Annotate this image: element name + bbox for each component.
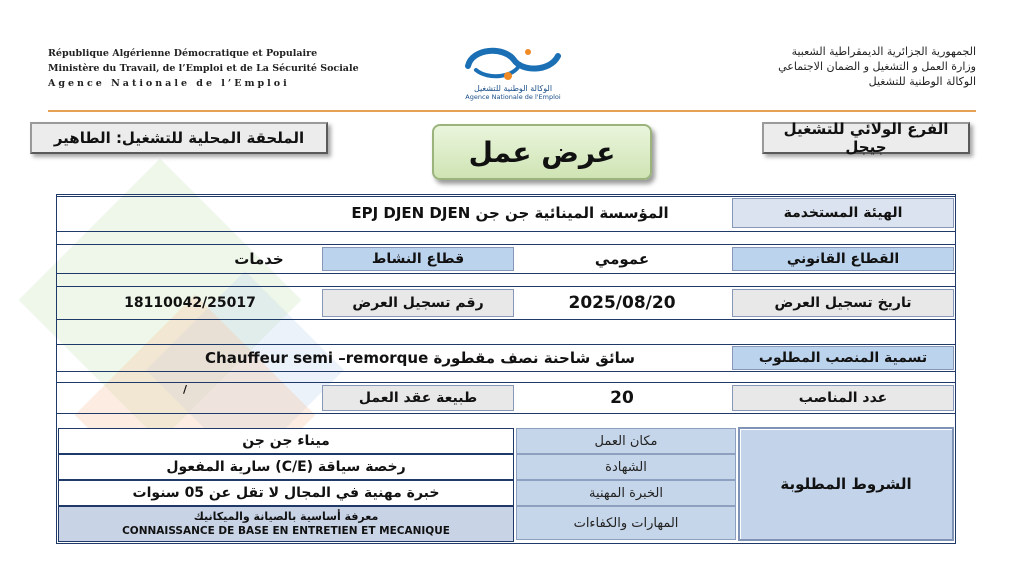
- activity-sector-value: خدمات: [234, 250, 284, 268]
- diploma-label: الشهادة: [516, 454, 736, 480]
- requirements-title: الشروط المطلوبة: [738, 427, 954, 541]
- header-fr-line1: République Algérienne Démocratique et Populaire: [48, 48, 318, 59]
- contract-type-label: طبيعة عقد العمل: [322, 385, 514, 411]
- header-ar-line3: الوكالة الوطنية للتشغيل: [868, 75, 976, 88]
- registration-number-label: رقم تسجيل العرض: [322, 289, 514, 317]
- legal-sector-label: القطاع القانوني: [732, 247, 954, 271]
- experience-value: خبرة مهنية في المجال لا تقل عن 05 سنوات: [58, 480, 514, 506]
- skills-value-arabic: معرفة أساسية بالصيانة والميكانيك: [193, 510, 379, 523]
- agency-logo: [448, 40, 578, 106]
- contract-type-value: /: [182, 382, 188, 396]
- header-fr-line2: Ministère du Travail, de l’Emploi et de La Sécurité Sociale: [48, 63, 359, 74]
- skills-label: المهارات والكفاءات: [516, 506, 736, 540]
- logo-text-arabic: الوكالة الوطنية للتشغيل: [473, 84, 553, 93]
- workplace-label: مكان العمل: [516, 428, 736, 454]
- position-value: سائق شاحنة نصف مقطورة Chauffeur semi –remorque: [205, 349, 635, 367]
- header-fr-line3: Agence Nationale de l’Emploi: [48, 78, 290, 89]
- header-ar-line2: وزارة العمل و التشغيل و الضمان الاجتماعي: [778, 60, 976, 73]
- positions-count-value: 20: [610, 388, 634, 408]
- logo-text-french: Agence Nationale de l'Emploi: [465, 93, 561, 101]
- page-title: عرض عمل: [432, 124, 652, 180]
- registration-date-value: 2025/08/20: [568, 293, 676, 313]
- skills-value: [58, 506, 514, 542]
- registration-number-value: 18110042/25017: [124, 295, 256, 311]
- local-agency-box: الملحقة المحلية للتشغيل: الطاهير: [30, 122, 328, 154]
- header-arabic: [596, 44, 976, 89]
- header-french: [48, 46, 428, 91]
- skills-value-french: CONNAISSANCE DE BASE EN ENTRETIEN ET MECANIQUE: [122, 525, 450, 537]
- anem-logo-icon: [458, 40, 568, 84]
- workplace-value: ميناء جن جن: [58, 428, 514, 454]
- activity-sector-label: قطاع النشاط: [322, 247, 514, 271]
- employer-value: المؤسسة المينائية جن جن EPJ DJEN DJEN: [351, 204, 669, 222]
- regional-agency-box: الفرع الولائي للتشغيل جيجل: [762, 122, 970, 154]
- header-divider: [48, 110, 976, 112]
- position-label: تسمية المنصب المطلوب: [732, 346, 954, 370]
- legal-sector-value: عمومي: [594, 250, 650, 268]
- header-ar-line1: الجمهورية الجزائرية الديمقراطية الشعبية: [791, 45, 976, 58]
- employer-label: الهيئة المستخدمة: [732, 198, 954, 228]
- registration-date-label: تاريخ تسجيل العرض: [732, 289, 954, 317]
- experience-label: الخبرة المهنية: [516, 480, 736, 506]
- positions-count-label: عدد المناصب: [732, 385, 954, 411]
- diploma-value: رخصة سياقة (C/E) سارية المفعول: [58, 454, 514, 480]
